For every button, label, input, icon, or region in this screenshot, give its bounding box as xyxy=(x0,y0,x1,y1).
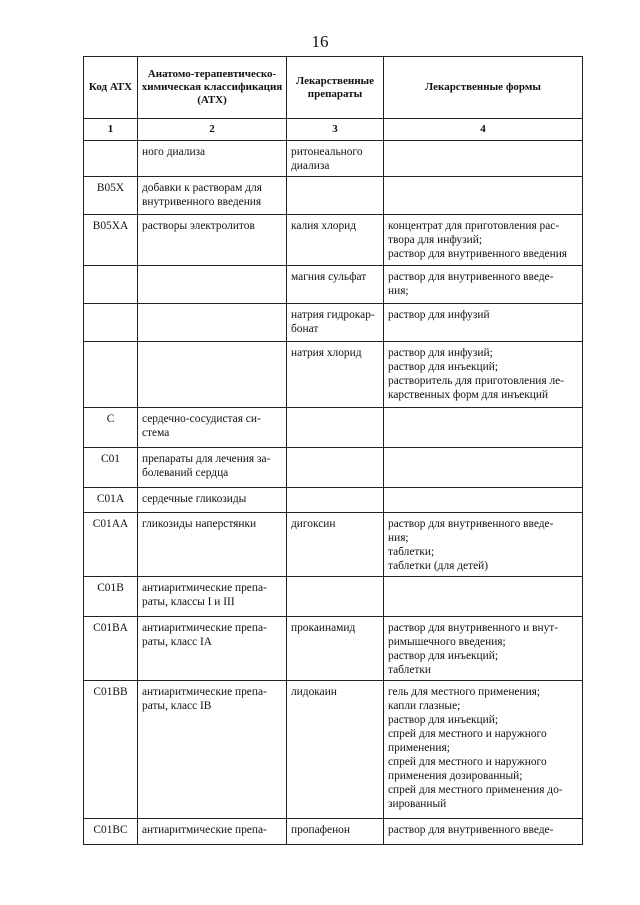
cell-text-line: болеваний сердца xyxy=(142,467,229,479)
atx-code-cell: C01B xyxy=(84,577,138,617)
cell-text-line: таблетки xyxy=(388,664,432,676)
drug-cell xyxy=(287,141,384,177)
dosage-form-cell xyxy=(384,819,583,845)
dosage-form-cell xyxy=(384,617,583,681)
cell-text-line: антиаритмические препа- xyxy=(142,686,267,698)
cell-text-line: препараты для лечения за- xyxy=(142,453,271,465)
classification-cell xyxy=(138,513,287,577)
cell-text-line: спрей для местного применения до- xyxy=(388,784,563,796)
cell-text-line: раты, классы I и III xyxy=(142,596,235,608)
column-number: 2 xyxy=(138,119,287,141)
table-row xyxy=(84,819,583,845)
cell-text-line: раствор для внутривенного введе- xyxy=(388,271,554,283)
atx-code-cell: C01BC xyxy=(84,819,138,845)
cell-text-line: ного диализа xyxy=(142,146,206,158)
classification-cell xyxy=(138,141,287,177)
page-number: 16 xyxy=(311,32,329,51)
drug-cell xyxy=(287,408,384,448)
classification-cell xyxy=(138,342,287,408)
cell-text-line: прокаинамид xyxy=(291,622,356,634)
table-row xyxy=(84,577,583,617)
cell-text-line: растворы электролитов xyxy=(142,220,255,232)
cell-text-line: таблетки; xyxy=(388,546,435,558)
classification-cell xyxy=(138,577,287,617)
table-row xyxy=(84,681,583,819)
table-body xyxy=(84,141,583,845)
column-number: 3 xyxy=(287,119,384,141)
dosage-form-cell xyxy=(384,448,583,488)
dosage-form-cell xyxy=(384,513,583,577)
atx-code-cell: C01BB xyxy=(84,681,138,819)
cell-text-line: римышечного введения; xyxy=(388,636,506,648)
cell-text-line: раты, класс IA xyxy=(142,636,213,648)
cell-text-line: твора для инфузий; xyxy=(388,234,482,246)
dosage-form-cell xyxy=(384,266,583,304)
cell-text-line: раствор для внутривенного введе- xyxy=(388,824,554,836)
atx-code-cell: C01BA xyxy=(84,617,138,681)
table-row xyxy=(84,408,583,448)
drug-cell xyxy=(287,819,384,845)
header-drugs: Лекарственные препараты xyxy=(287,57,384,119)
classification-cell xyxy=(138,266,287,304)
classification-cell xyxy=(138,617,287,681)
drug-cell xyxy=(287,513,384,577)
drug-cell xyxy=(287,342,384,408)
dosage-form-cell xyxy=(384,408,583,448)
cell-text-line: диализа xyxy=(291,160,330,172)
cell-text-line: сердечные гликозиды xyxy=(142,493,247,505)
drug-cell xyxy=(287,448,384,488)
classification-cell xyxy=(138,681,287,819)
cell-text-line: спрей для местного и наружного xyxy=(388,756,547,768)
table-row xyxy=(84,266,583,304)
cell-text-line: сердечно-сосудистая си- xyxy=(142,413,261,425)
cell-text-line: капли глазные; xyxy=(388,700,461,712)
cell-text-line: ния; xyxy=(388,285,409,297)
dosage-form-cell xyxy=(384,304,583,342)
dosage-form-cell xyxy=(384,488,583,513)
cell-text-line: магния сульфат xyxy=(291,271,367,283)
atx-code-cell: C01 xyxy=(84,448,138,488)
header-classification: Анатомо-терапевтическо-химическая классификация (АТХ) xyxy=(138,57,287,119)
cell-text-line: применения дозированный; xyxy=(388,770,523,782)
drug-cell xyxy=(287,681,384,819)
table-header-row xyxy=(84,57,583,119)
header-code: Код АТХ xyxy=(84,57,138,119)
dosage-form-cell xyxy=(384,577,583,617)
drug-cell xyxy=(287,215,384,266)
cell-text-line: ритонеального xyxy=(291,146,363,158)
table-row xyxy=(84,448,583,488)
classification-cell xyxy=(138,448,287,488)
cell-text-line: карственных форм для инъекций xyxy=(388,389,549,401)
drug-cell xyxy=(287,577,384,617)
dosage-form-cell xyxy=(384,177,583,215)
dosage-form-cell xyxy=(384,141,583,177)
cell-text-line: таблетки (для детей) xyxy=(388,560,489,572)
cell-text-line: дигоксин xyxy=(291,518,336,530)
cell-text-line: раствор для инфузий xyxy=(388,309,490,321)
dosage-form-cell xyxy=(384,342,583,408)
column-number: 1 xyxy=(84,119,138,141)
drug-cell xyxy=(287,488,384,513)
cell-text-line: раствор для инъекций; xyxy=(388,361,499,373)
cell-text-line: ния; xyxy=(388,532,409,544)
atx-code-cell xyxy=(84,304,138,342)
drug-cell xyxy=(287,304,384,342)
column-number-row xyxy=(84,119,583,141)
drug-cell xyxy=(287,617,384,681)
atx-table xyxy=(83,56,583,845)
dosage-form-cell xyxy=(384,681,583,819)
cell-text-line: натрия хлорид xyxy=(291,347,362,359)
classification-cell xyxy=(138,215,287,266)
table-row xyxy=(84,488,583,513)
atx-code-cell xyxy=(84,141,138,177)
atx-code-cell: C01AA xyxy=(84,513,138,577)
atx-code-cell xyxy=(84,266,138,304)
classification-cell xyxy=(138,819,287,845)
cell-text-line: раствор для инъекций; xyxy=(388,650,499,662)
cell-text-line: антиаритмические препа- xyxy=(142,582,267,594)
cell-text-line: раствор для инъекций; xyxy=(388,714,499,726)
cell-text-line: концентрат для приготовления рас- xyxy=(388,220,560,232)
table-row xyxy=(84,141,583,177)
classification-cell xyxy=(138,488,287,513)
table-row xyxy=(84,342,583,408)
column-number: 4 xyxy=(384,119,583,141)
cell-text-line: спрей для местного и наружного xyxy=(388,728,547,740)
table-row xyxy=(84,215,583,266)
classification-cell xyxy=(138,177,287,215)
cell-text-line: бонат xyxy=(291,323,319,335)
atx-code-cell: C xyxy=(84,408,138,448)
drug-cell xyxy=(287,266,384,304)
cell-text-line: раты, класс IB xyxy=(142,700,212,712)
atx-code-cell xyxy=(84,342,138,408)
table-row xyxy=(84,177,583,215)
classification-cell xyxy=(138,304,287,342)
atx-code-cell: B05X xyxy=(84,177,138,215)
cell-text-line: раствор для внутривенного и внут- xyxy=(388,622,559,634)
atx-code-cell: C01A xyxy=(84,488,138,513)
cell-text-line: применения; xyxy=(388,742,450,754)
cell-text-line: внутривенного введения xyxy=(142,196,262,208)
cell-text-line: раствор для внутривенного введе- xyxy=(388,518,554,530)
cell-text-line: пропафенон xyxy=(291,824,350,836)
table-row xyxy=(84,304,583,342)
dosage-form-cell xyxy=(384,215,583,266)
cell-text-line: добавки к растворам для xyxy=(142,182,262,194)
cell-text-line: лидокаин xyxy=(291,686,337,698)
classification-cell xyxy=(138,408,287,448)
cell-text-line: раствор для внутривенного введения xyxy=(388,248,568,260)
cell-text-line: антиаритмические препа- xyxy=(142,622,267,634)
cell-text-line: калия хлорид xyxy=(291,220,357,232)
cell-text-line: раствор для инфузий; xyxy=(388,347,493,359)
table-row xyxy=(84,513,583,577)
cell-text-line: растворитель для приготовления ле- xyxy=(388,375,565,387)
drug-cell xyxy=(287,177,384,215)
cell-text-line: гель для местного применения; xyxy=(388,686,541,698)
table-row xyxy=(84,617,583,681)
cell-text-line: натрия гидрокар- xyxy=(291,309,375,321)
cell-text-line: стема xyxy=(142,427,170,439)
cell-text-line: антиаритмические препа- xyxy=(142,824,267,836)
cell-text-line: зированный xyxy=(388,798,447,810)
cell-text-line: гликозиды наперстянки xyxy=(142,518,257,530)
atx-code-cell: B05XA xyxy=(84,215,138,266)
header-forms: Лекарственные формы xyxy=(384,57,583,119)
